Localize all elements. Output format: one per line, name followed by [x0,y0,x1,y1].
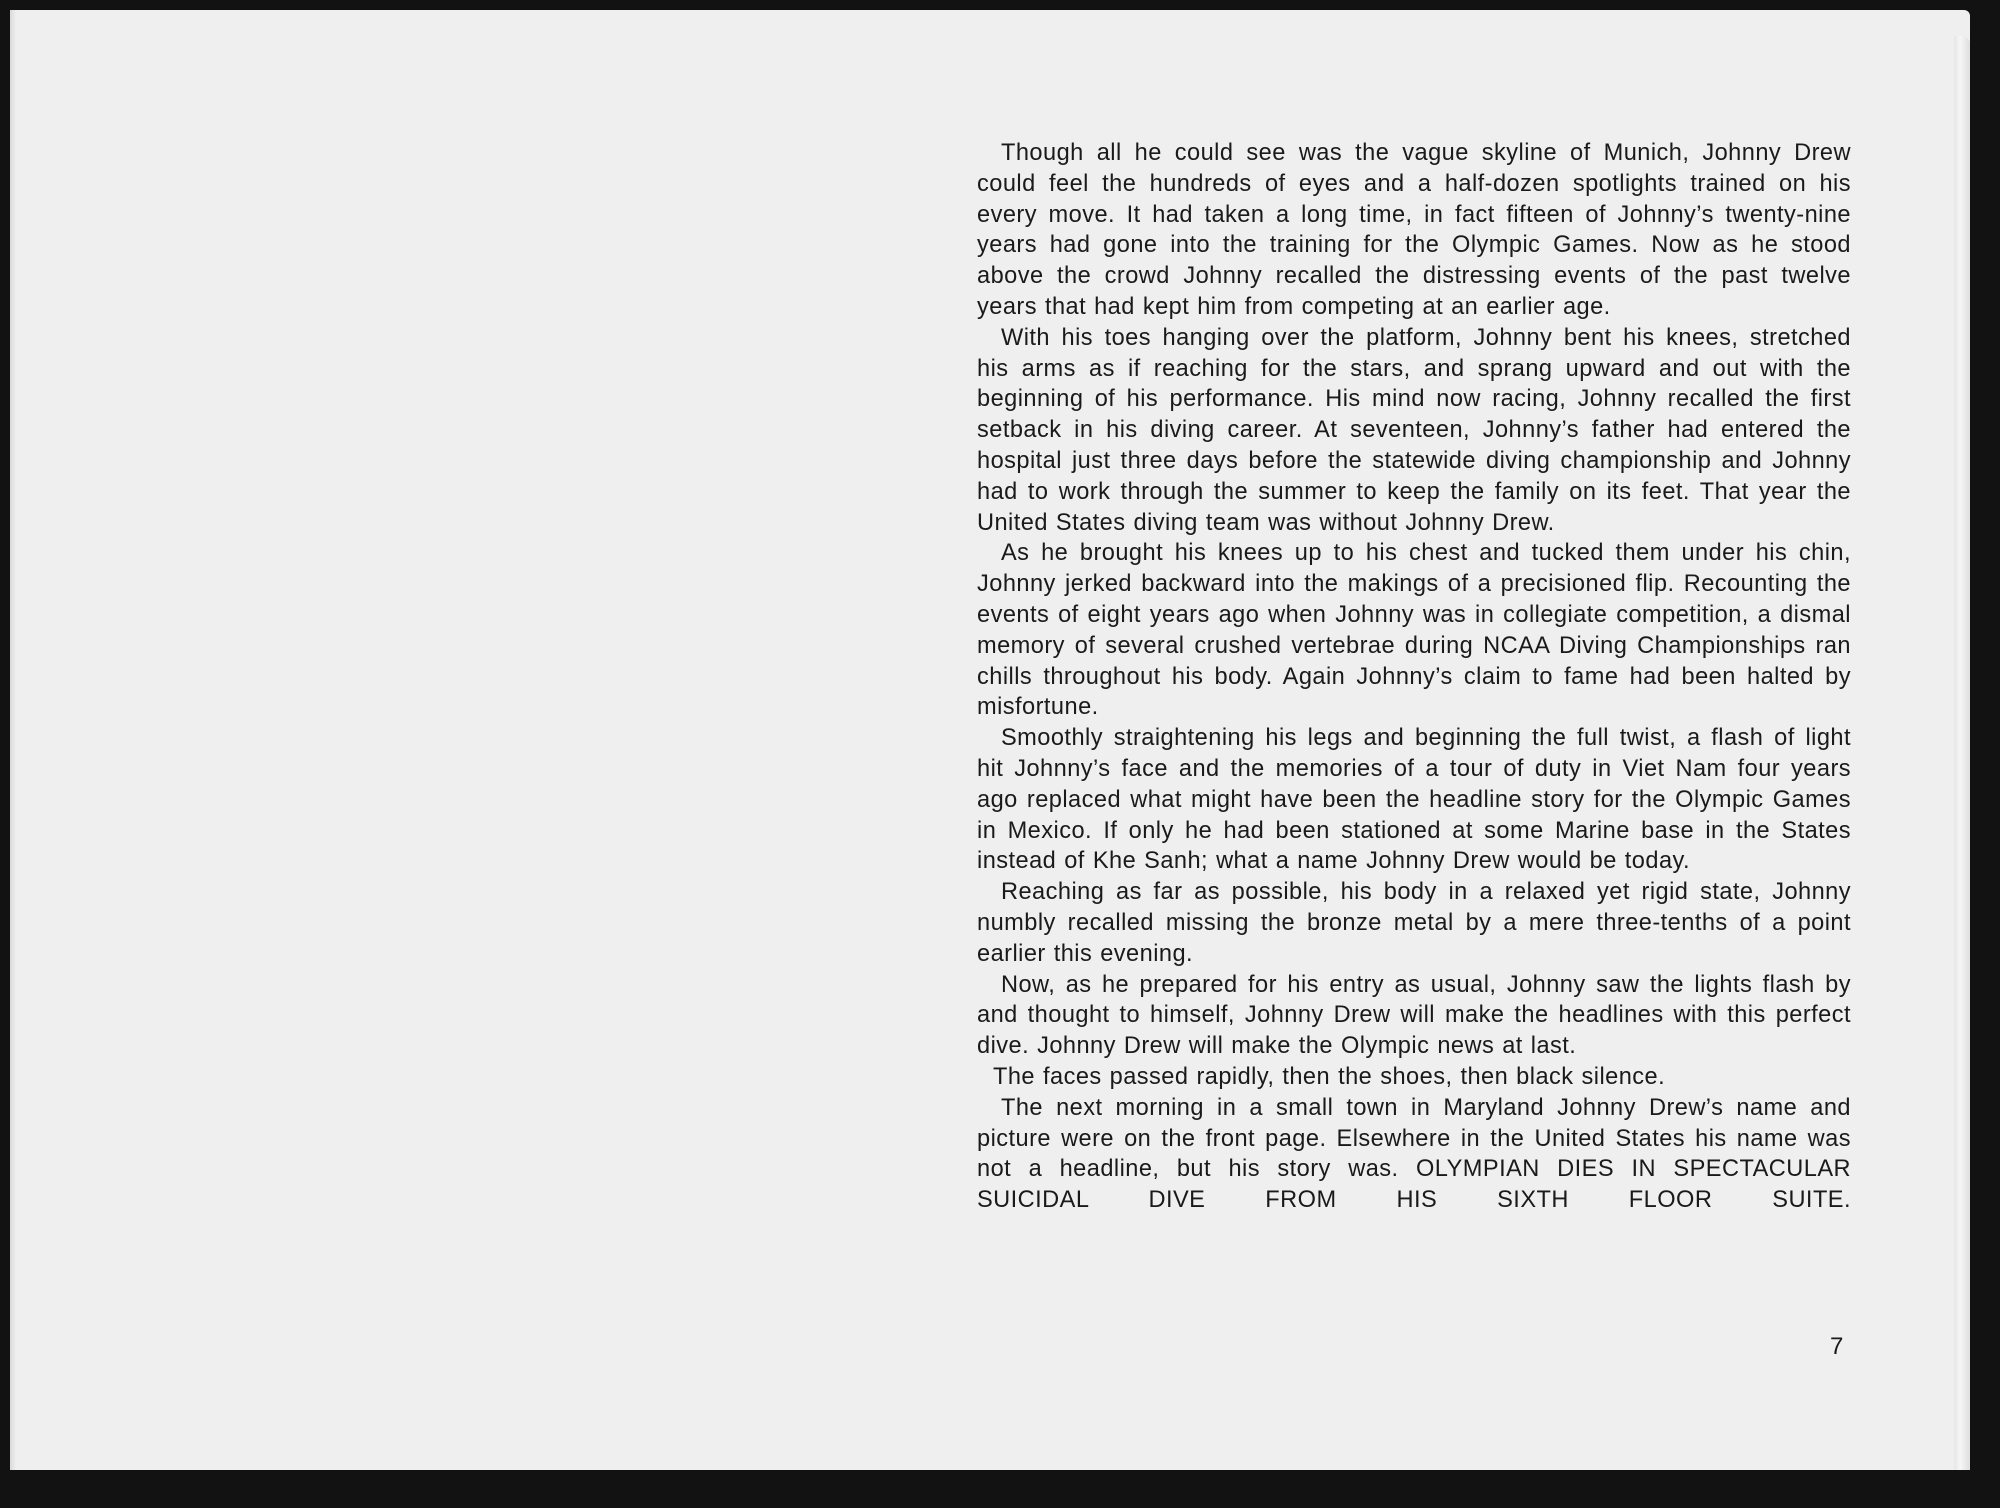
page-number: 7 [1830,1333,1844,1360]
paragraph-6: Now, as he prepared for his entry as usual, Johnny saw the lights flash by and thought to himself, Johnny Drew will make the headlines with this perfect dive. Johnny Drew will make the Olympic news at last. [977,971,1851,1060]
paragraph-3: As he brought his knees up to his chest and tucked them under his chin, Johnny jerked backward into the makings of a precisioned flip. Recounting the events of eight years ago when Johnny was in collegiate competition, a dismal memory of several crushed vertebrae during NCAA Diving Championships ran chills throughout his body. Again Johnny’s claim to fame had been halted by misfortune. [977,540,1851,721]
paragraph-1: Though all he could see was the vague skyline of Munich, Johnny Drew could feel the hundreds of eyes and a half-dozen spotlights trained on his every move. It had taken a long time, in fact fifteen of Johnny’s twenty-nine years had gone into the training for the Olympic Games. Now as he stood above the crowd Johnny recalled the distressing events of the past twelve years that had kept him from competing at an earlier age. [977,140,1851,320]
paragraph-2: With his toes hanging over the platform, Johnny bent his knees, stretched his arms as if reaching for the stars, and sprang upward and out with the beginning of his performance. His mind now racing, Johnny recalled the first setback in his diving career. At seventeen, Johnny’s father had entered the hospital just three days before the statewide diving championship and Johnny had to work through the summer to keep the family on its feet. That year the United States diving team was without Johnny Drew. [977,324,1851,536]
paragraph-4: Smoothly straightening his legs and beginning the full twist, a flash of light hit Johnny’s face and the memories of a tour of duty in Viet Nam four years ago replaced what might have been the headline story for the Olympic Games in Mexico. If only he had been stationed at some Marine base in the States instead of Khe Sanh; what a name Johnny Drew would be today. [977,725,1851,875]
paragraph-8: The next morning in a small town in Maryland Johnny Drew’s name and picture were on the front page. Elsewhere in the United States his name was not a headline, but his story was. OLYMPIAN DIES IN SPECTACULAR SUICIDAL DIVE FROM HIS SIXTH FLOOR SUITE. [977,1094,1851,1214]
page-edge [1954,36,1970,1470]
page-gutter [10,10,16,1470]
story-text [977,138,1851,1216]
paragraph-7: The faces passed rapidly, then the shoes, then black silence. [993,1063,1666,1090]
paragraph-5: Reaching as far as possible, his body in a relaxed yet rigid state, Johnny numbly recalled missing the bronze metal by a mere three-tenths of a point earlier this evening. [977,879,1851,967]
